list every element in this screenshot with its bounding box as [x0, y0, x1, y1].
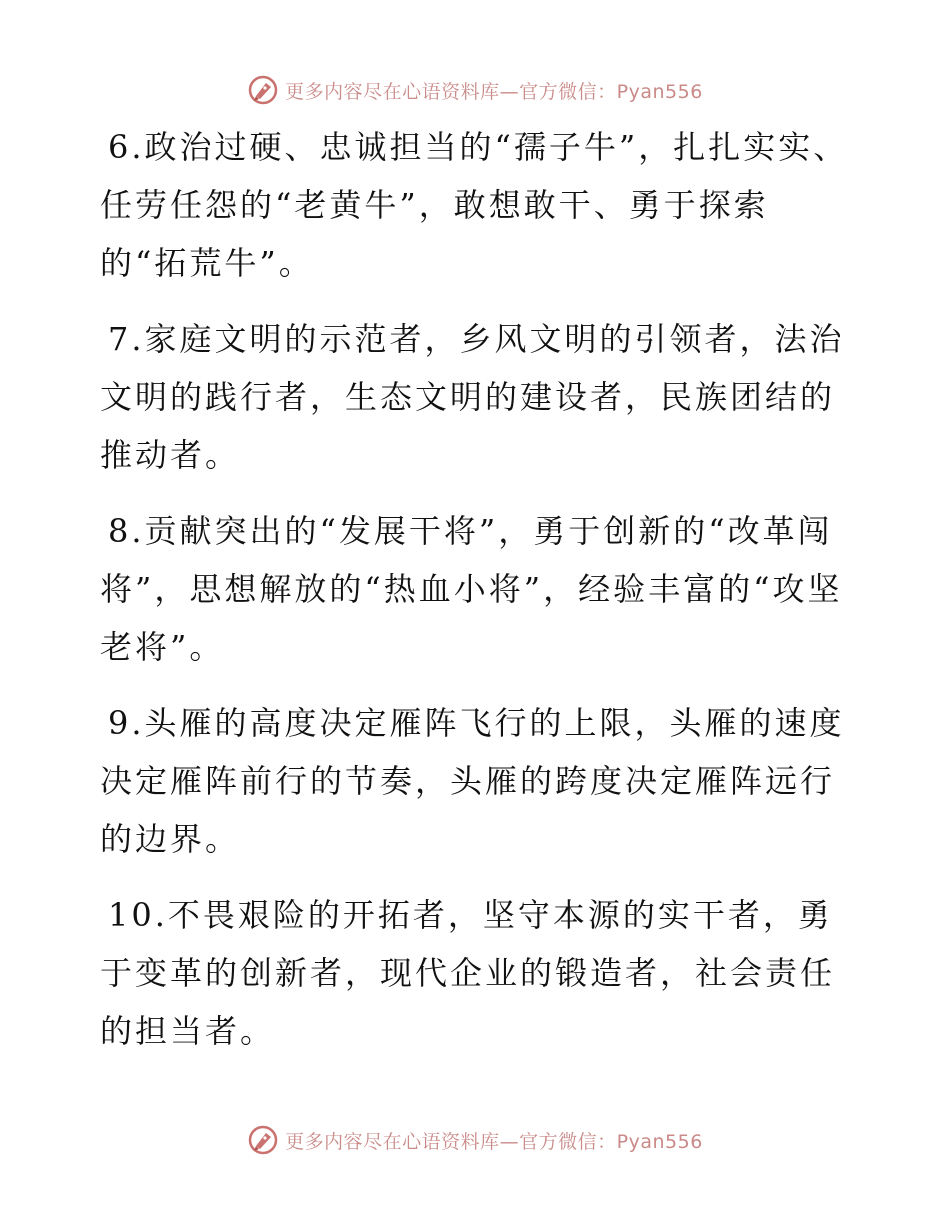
paragraph-number: 6. [108, 128, 145, 166]
paragraph-9 [100, 694, 850, 868]
paragraph-number: 7. [108, 320, 145, 358]
header-watermark [0, 70, 950, 110]
paragraph-text: 头雁的高度决定雁阵飞行的上限，头雁的速度决定雁阵前行的节奏，头雁的跨度决定雁阵远行的边界。 [100, 704, 845, 858]
header-watermark-text: 更多内容尽在心语资料库—官方微信：Pyan556 [285, 80, 703, 103]
paragraph-text: 贡献突出的“发展干将”，勇于创新的“改革闯将”，思想解放的“热血小将”，经验丰富的“攻坚老将”。 [100, 512, 843, 666]
paragraph-number: 9. [108, 704, 145, 742]
footer-watermark [0, 1120, 950, 1160]
main-content [100, 118, 850, 1078]
paragraph-number: 10. [108, 896, 168, 934]
footer-watermark-text: 更多内容尽在心语资料库—官方微信：Pyan556 [285, 1130, 703, 1153]
paragraph-10 [100, 886, 850, 1060]
paragraph-text: 政治过硬、忠诚担当的“孺子牛”，扎扎实实、任劳任怨的“老黄牛”，敢想敢干、勇于探索的“拓荒牛”。 [100, 128, 849, 282]
paragraph-number: 8. [108, 512, 145, 550]
header-watermark-inner [247, 74, 703, 106]
footer-watermark-inner [247, 1124, 703, 1156]
paragraph-6 [100, 118, 850, 292]
paragraph-text: 家庭文明的示范者，乡风文明的引领者，法治文明的践行者，生态文明的建设者，民族团结的推动者。 [100, 320, 845, 474]
paragraph-7 [100, 310, 850, 484]
paragraph-text: 不畏艰险的开拓者，坚守本源的实干者，勇于变革的创新者，现代企业的锻造者，社会责任的担当者。 [100, 896, 836, 1050]
pen-nib-circle-icon [247, 74, 279, 106]
pen-nib-circle-icon [247, 1124, 279, 1156]
paragraph-8 [100, 502, 850, 676]
